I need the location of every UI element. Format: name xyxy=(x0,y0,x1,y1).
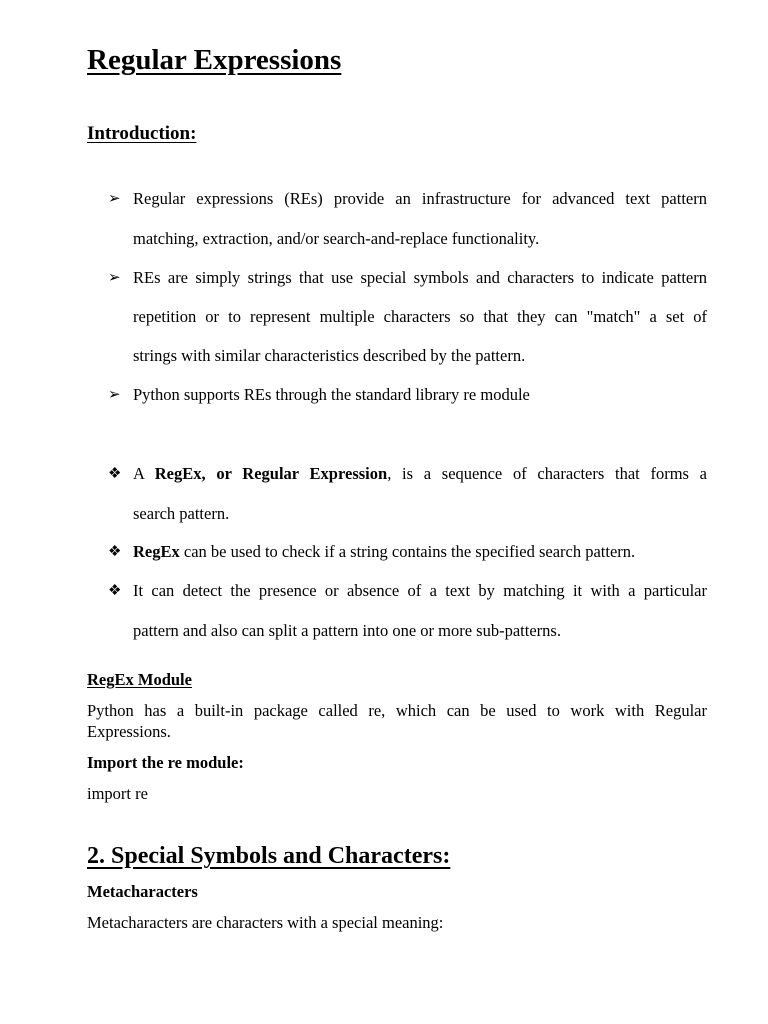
bullet-text-line xyxy=(133,463,707,485)
bullet-text-line: Python supports REs through the standard library re module xyxy=(133,385,530,404)
metacharacters-text: Metacharacters are characters with a special meaning: xyxy=(87,913,444,932)
bullet-text-line: repetition or to represent multiple characters so that they can "match" a set of xyxy=(133,307,707,326)
bullet-text-line: REs are simply strings that use special symbols and characters to indicate pattern xyxy=(133,268,707,287)
diamond-bullet-icon: ❖ xyxy=(108,544,122,560)
bullet-text-line: search pattern. xyxy=(133,504,230,523)
document-title: Regular Expressions xyxy=(87,44,342,76)
bullet-prefix: A xyxy=(133,464,155,483)
import-code: import re xyxy=(87,784,148,803)
metacharacters-heading: Metacharacters xyxy=(87,882,198,901)
diamond-bullet-icon: ❖ xyxy=(108,466,122,482)
arrow-bullet-icon: ➢ xyxy=(108,387,121,403)
regex-bold: RegEx xyxy=(133,542,180,561)
introduction-heading: Introduction: xyxy=(87,123,197,144)
regex-module-paragraph-line2: Expressions. xyxy=(87,722,171,741)
regex-module-paragraph-line1: Python has a built-in package called re, which can be used to work with Regular xyxy=(87,701,707,720)
bullet-text-line xyxy=(133,541,707,563)
bullet-text-line: It can detect the presence or absence of a text by matching it with a particular xyxy=(133,581,707,600)
bullet-text-line: pattern and also can split a pattern into one or more sub-patterns. xyxy=(133,621,561,640)
diamond-bullet-icon: ❖ xyxy=(108,583,122,599)
regex-module-heading: RegEx Module xyxy=(87,670,192,689)
arrow-bullet-icon: ➢ xyxy=(108,270,121,286)
arrow-bullet-icon: ➢ xyxy=(108,191,121,207)
bullet-rest: can be used to check if a string contains the specified search pattern. xyxy=(179,542,636,561)
section2-heading: 2. Special Symbols and Characters: xyxy=(87,843,451,869)
bullet-text-line: matching, extraction, and/or search-and-replace functionality. xyxy=(133,229,540,248)
import-heading: Import the re module: xyxy=(87,753,244,772)
regex-definition-bold: RegEx, or Regular Expression xyxy=(154,464,388,483)
bullet-text-line: strings with similar characteristics described by the pattern. xyxy=(133,346,526,365)
bullet-rest: , is a sequence of characters that forms a xyxy=(387,464,707,483)
bullet-text-line: Regular expressions (REs) provide an infrastructure for advanced text pattern xyxy=(133,189,707,208)
